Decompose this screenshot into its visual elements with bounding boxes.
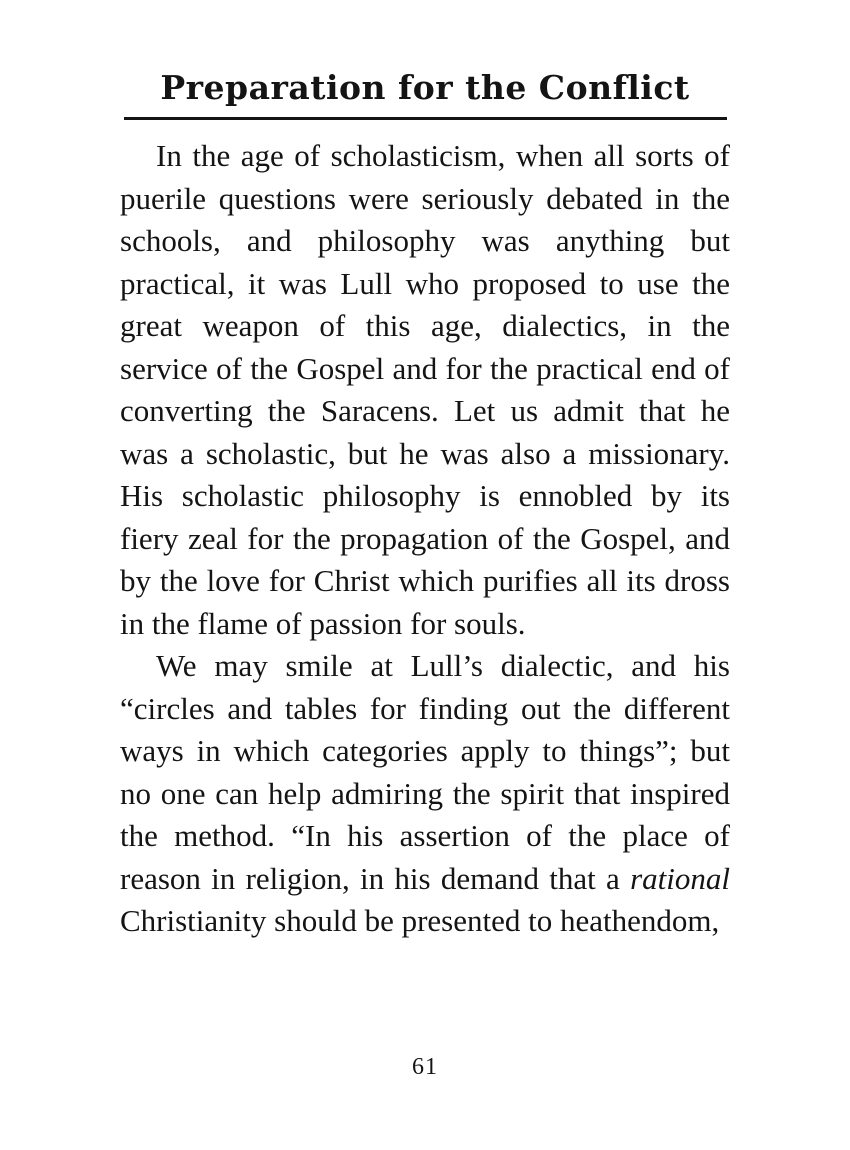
paragraph-2-text-end: Christianity should be presented to heathendom,	[120, 903, 720, 938]
italic-word: rational	[630, 860, 730, 896]
header-rule	[124, 117, 727, 120]
paragraph-2	[120, 645, 730, 943]
running-head: Preparation for the Conflict	[160, 68, 690, 107]
paragraph-2-text-start: We may smile at Lull’s dialectic, and his “circles and tables for finding out the different ways in which categories apply to things”; but no one can help admiring the spirit that inspired the method. “In his assertion of the place of reason in religion, in his demand that a	[120, 648, 730, 896]
paragraph-1: In the age of scholasticism, when all sorts of puerile questions were seriously debated in the schools, and philosophy was anything but practical, it was Lull who proposed to use the great weapon of this age, dialectics, in the service of the Gospel and for the practical end of converting the Saracens. Let us admit that he was a scholastic, but he was also a missionary. His scholastic philosophy is ennobled by its fiery zeal for the propagation of the Gospel, and by the love for Christ which purifies all its dross in the flame of passion for souls.	[120, 138, 730, 641]
body-text	[120, 135, 730, 943]
page-number: 61	[412, 1054, 438, 1080]
